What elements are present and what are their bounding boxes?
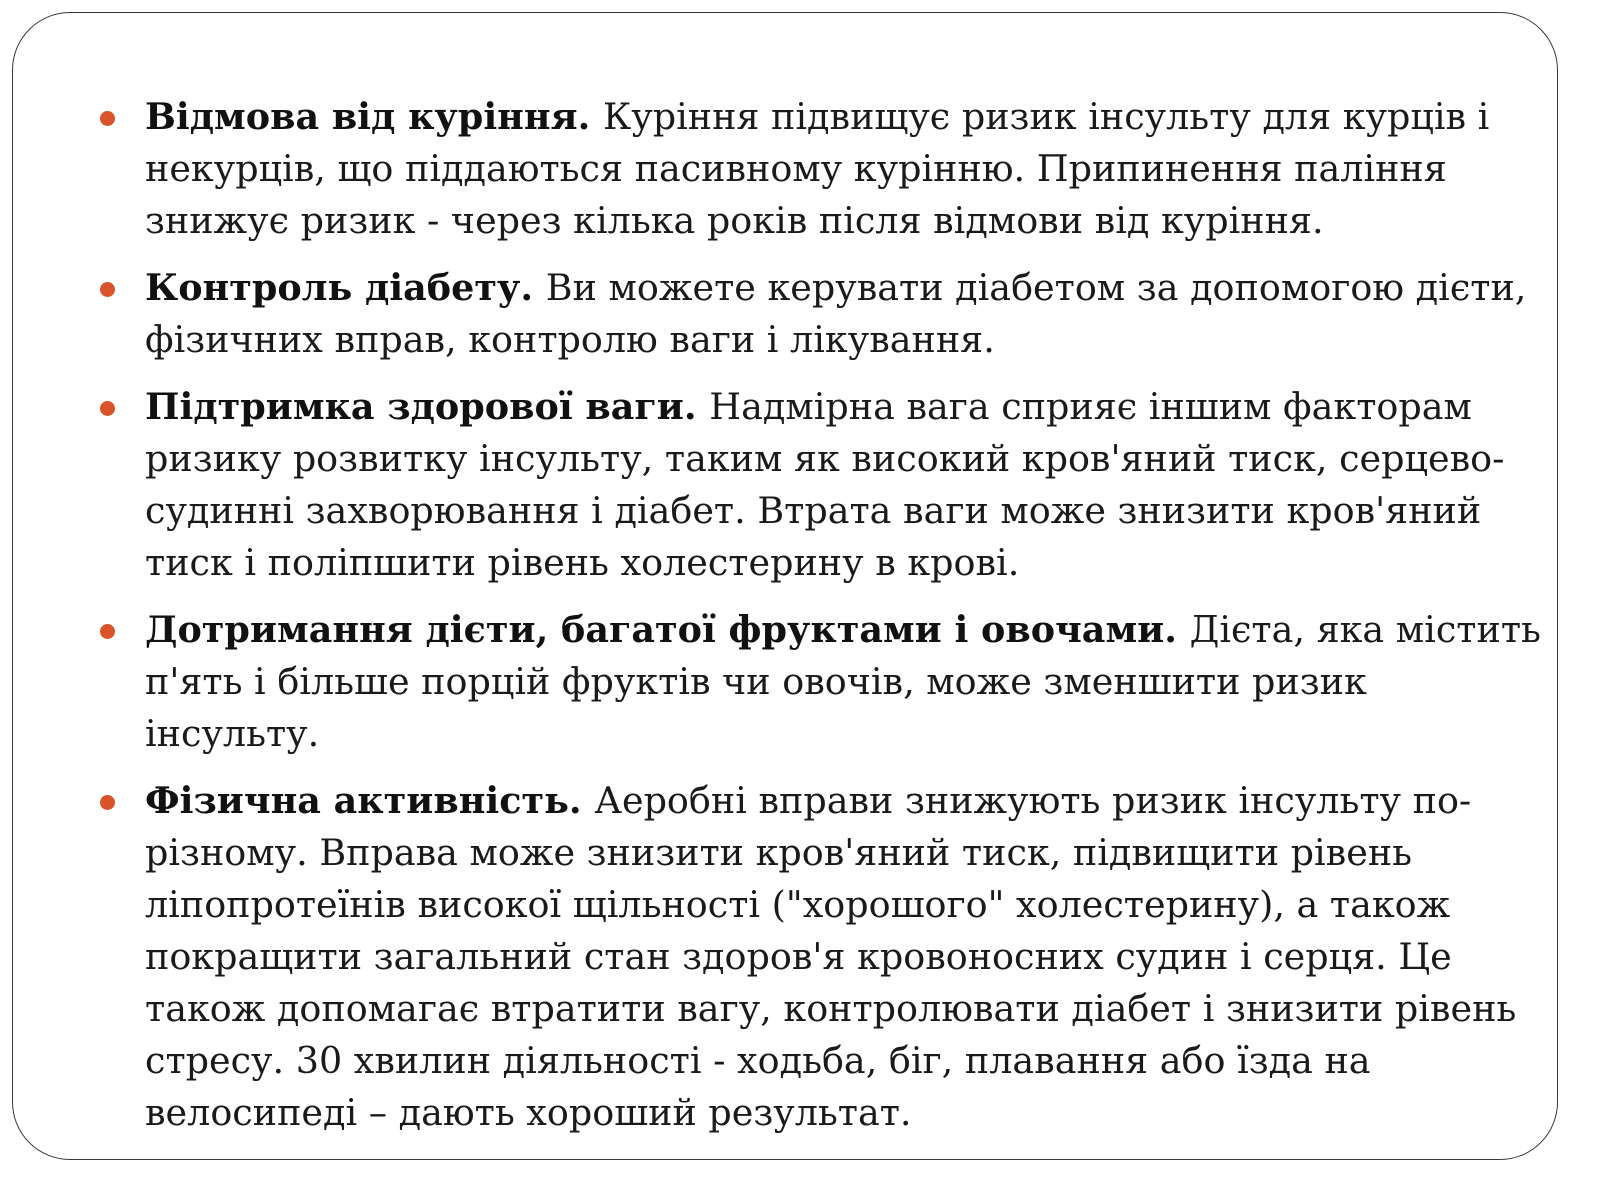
slide (12, 12, 1558, 1160)
bullet-title: Контроль діабету. (145, 266, 546, 309)
bullet-text: Дієта, яка містить п'ять і більше порцій фруктів чи овочів, може зменшити ризик інсульту. (145, 608, 1541, 755)
bullet-dot-icon (100, 111, 115, 126)
bullet-dot-icon (100, 795, 115, 810)
bullet-dot-icon (100, 282, 115, 297)
bullet-title: Відмова від куріння. (145, 95, 603, 138)
bullet-item-smoking (145, 91, 1545, 247)
bullet-list (145, 91, 1545, 1154)
bullet-item-weight (145, 381, 1545, 589)
bullet-dot-icon (100, 401, 115, 416)
bullet-title: Дотримання дієти, багатої фруктами і овочами. (145, 608, 1190, 651)
bullet-text: Куріння підвищує ризик інсульту для курців і некурців, що піддаються пасивному курінню. Припинення паління знижує ризик - через кілька років після відмови від куріння. (145, 95, 1490, 242)
bullet-dot-icon (100, 624, 115, 639)
bullet-text: Надмірна вага сприяє іншим факторам ризику розвитку інсульту, таким як високий кров'яний тиск, серцево-судинні захворювання і діабет. Втрата ваги може знизити кров'яний тиск і поліпшити рівень холестерину в крові. (145, 385, 1505, 584)
bullet-title: Фізична активність. (145, 779, 595, 822)
bullet-item-diet (145, 604, 1545, 760)
bullet-item-activity (145, 775, 1545, 1139)
bullet-title: Підтримка здорової ваги. (145, 385, 710, 428)
bullet-text: Ви можете керувати діабетом за допомогою дієти, фізичних вправ, контролю ваги і лікування. (145, 266, 1527, 361)
bullet-item-diabetes (145, 262, 1545, 366)
bullet-text: Аеробні вправи знижують ризик інсульту по-різному. Вправа може знизити кров'яний тиск, підвищити рівень ліпопротеїнів високої щільності ("хорошого" холестерину), а також покращити загальний стан здоров'я кровоносних судин і серця. Це також допомагає втратити вагу, контролювати діабет і знизити рівень стресу. 30 хвилин діяльності - ходьба, біг, плавання або їзда на велосипеді – дають хороший результат. (145, 779, 1517, 1134)
